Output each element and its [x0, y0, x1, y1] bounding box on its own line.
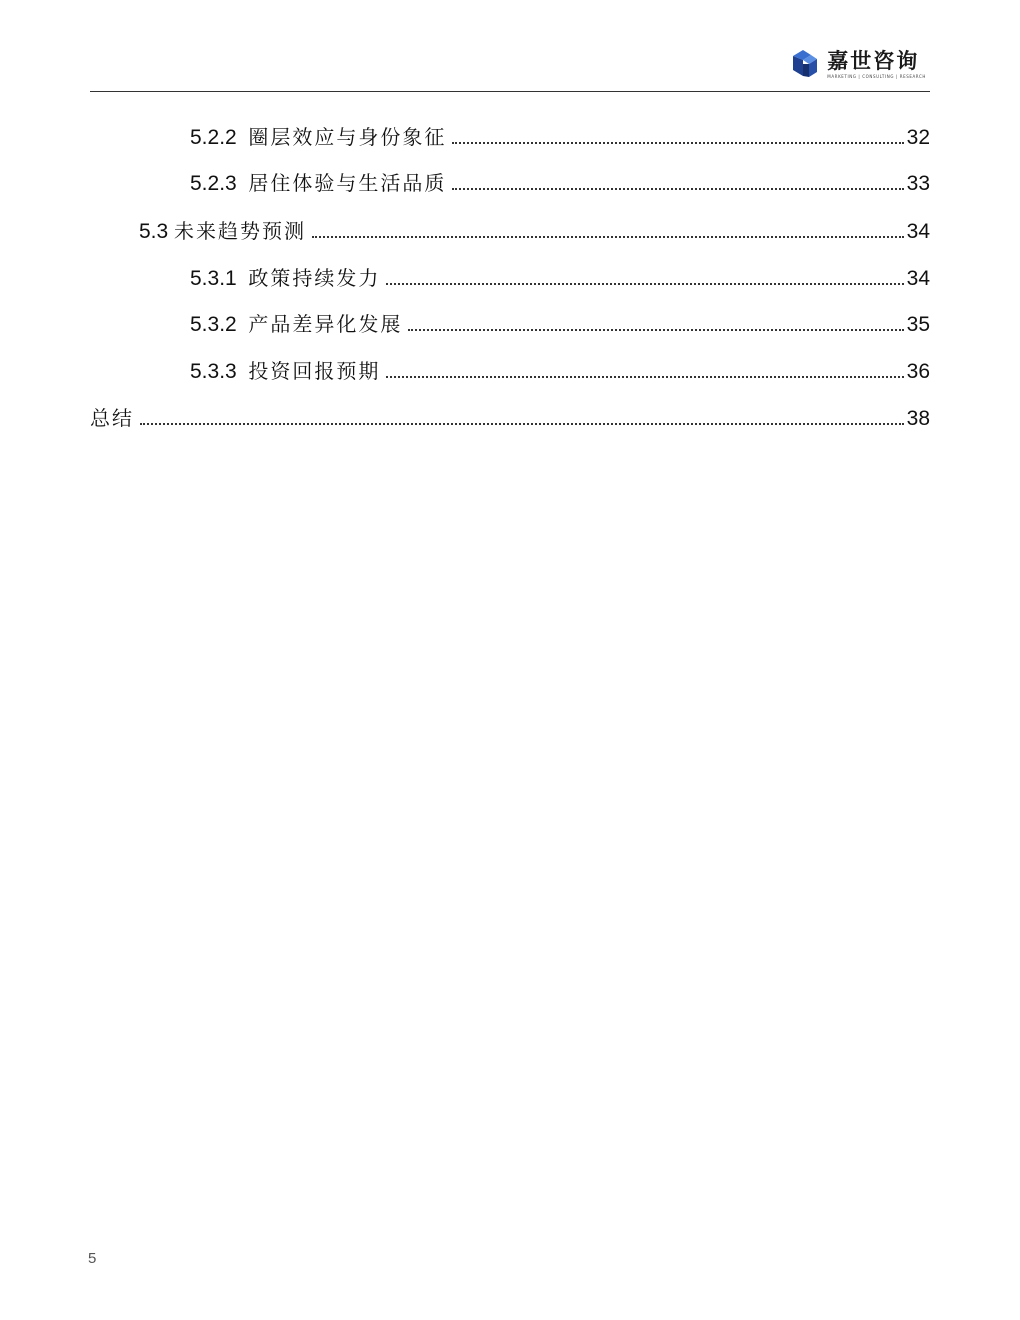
toc-entry-number: 5.3 [139, 220, 169, 243]
toc-leader [452, 188, 903, 190]
toc-entry-title: 投资回报预期 [248, 359, 381, 383]
toc-entry-number: 5.2.2 [190, 126, 237, 149]
toc-entry[interactable] [190, 168, 930, 198]
company-logo [787, 44, 926, 84]
toc-entry[interactable] [190, 263, 930, 293]
page-number: 5 [88, 1250, 97, 1267]
toc-entry-page: 34 [906, 220, 930, 243]
toc-entry-number: 5.2.3 [190, 172, 237, 195]
logo-tagline: MARKETING | CONSULTING | RESEARCH [827, 74, 926, 79]
toc-entry-title: 总结 [90, 406, 134, 430]
toc-entry-title: 圈层效应与身份象征 [248, 125, 447, 149]
toc-leader [386, 283, 903, 285]
toc-entry[interactable] [139, 216, 930, 246]
toc-leader [386, 376, 903, 378]
toc-leader [140, 423, 904, 425]
toc-entry-page: 38 [906, 407, 930, 430]
page-header [90, 0, 930, 92]
toc-entry[interactable] [190, 122, 930, 152]
toc-entry-number: 5.3.2 [190, 313, 237, 336]
toc-entry[interactable] [190, 309, 930, 339]
toc-leader [408, 329, 903, 331]
toc-entry-title: 未来趋势预测 [174, 219, 307, 243]
toc-entry-page: 33 [906, 172, 930, 195]
toc-entry-page: 36 [906, 360, 930, 383]
logo-mark-icon [787, 46, 823, 82]
toc-entry[interactable] [190, 356, 930, 386]
toc-entry-number: 5.3.1 [190, 267, 237, 290]
toc-entry-title: 政策持续发力 [248, 266, 381, 290]
toc-entry-page: 34 [906, 267, 930, 290]
toc-entry-number: 5.3.3 [190, 360, 237, 383]
toc-leader [452, 142, 903, 144]
toc-entry-page: 32 [906, 126, 930, 149]
toc-entry-title: 居住体验与生活品质 [248, 171, 447, 195]
logo-name: 嘉世咨询 [827, 49, 920, 73]
toc-entry-page: 35 [906, 313, 930, 336]
toc-entry[interactable] [90, 403, 930, 433]
toc-entry-title: 产品差异化发展 [248, 312, 403, 336]
toc-leader [312, 236, 904, 238]
